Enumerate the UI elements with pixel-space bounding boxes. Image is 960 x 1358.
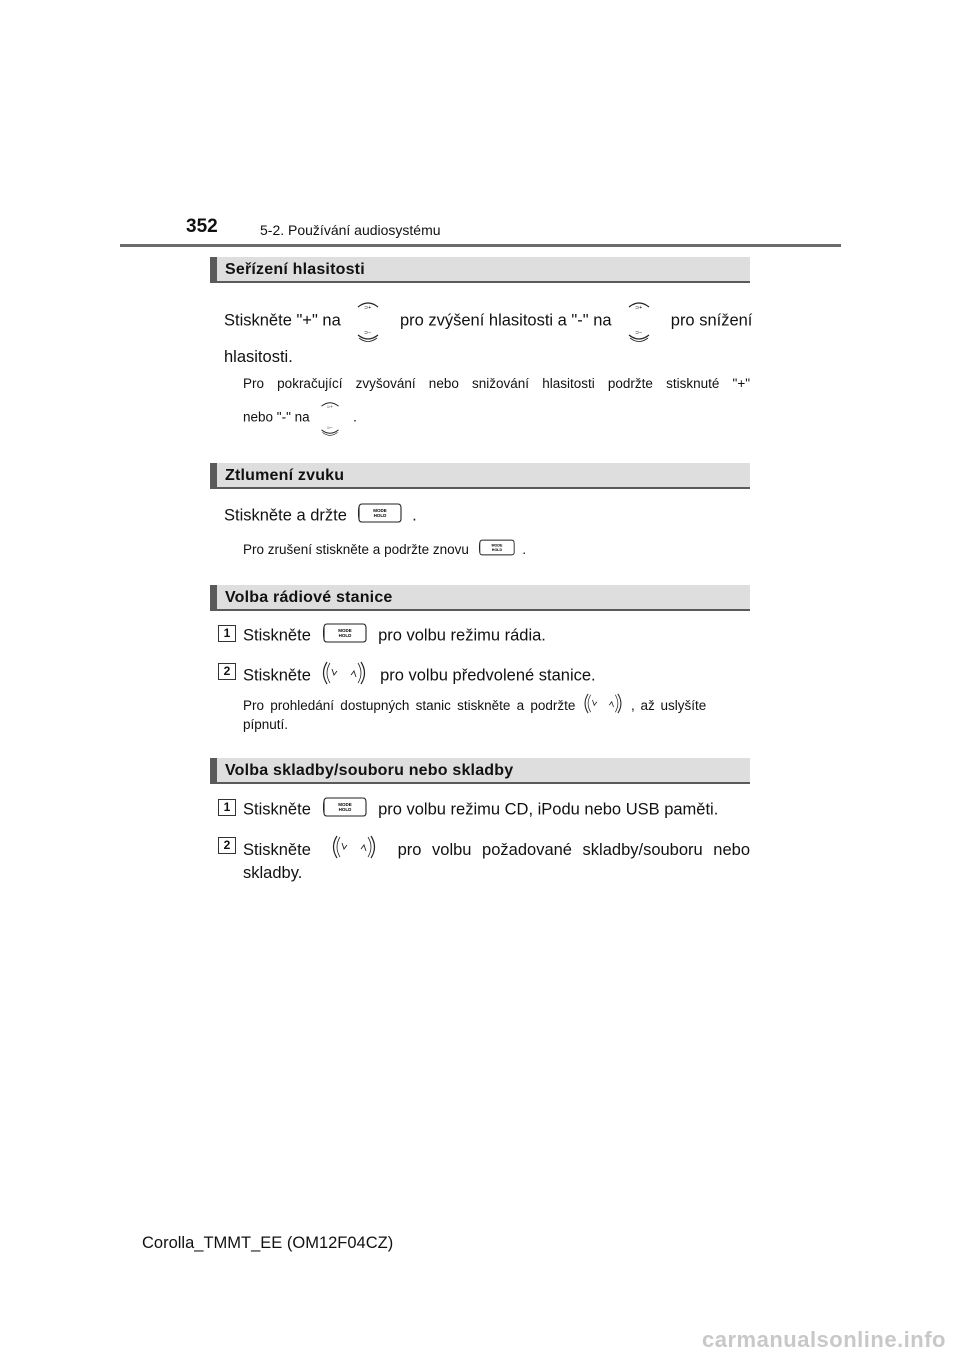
seek-switch-icon bbox=[319, 661, 369, 691]
svg-text:⊃−: ⊃− bbox=[635, 330, 643, 336]
section-heading-volume: Seřízení hlasitosti bbox=[225, 261, 365, 278]
section-bar-radio bbox=[210, 585, 750, 611]
section-bar-volume bbox=[210, 257, 750, 283]
radio-step2-b: pro volbu předvolené stanice. bbox=[380, 666, 596, 685]
volume-switch-icon bbox=[355, 298, 381, 344]
seek-switch-icon-small bbox=[581, 693, 625, 720]
track-step2-line2: skladby. bbox=[243, 864, 303, 882]
page-number: 352 bbox=[186, 216, 218, 237]
step-number-badge: 2 bbox=[218, 663, 236, 680]
track-step1 bbox=[243, 797, 718, 823]
section-title: 5-2. Používání audiosystému bbox=[260, 222, 441, 238]
volume-note-line2 bbox=[243, 398, 357, 438]
mode-button-icon-small bbox=[479, 539, 515, 562]
radio-step2 bbox=[243, 661, 596, 691]
volume-text-line2: hlasitosti. bbox=[224, 348, 293, 366]
volume-switch-icon-small bbox=[319, 398, 341, 438]
mode-icon-label-top: MODE bbox=[491, 543, 503, 548]
track-step1-b: pro volbu režimu CD, iPodu nebo USB paměti. bbox=[378, 800, 719, 819]
volume-text-c: pro snížení bbox=[670, 311, 753, 330]
radio-note-b: , až uslyšíte bbox=[630, 698, 707, 714]
volume-switch-icon-2 bbox=[626, 298, 652, 344]
mode-button-icon bbox=[323, 797, 367, 823]
track-step1-a: Stiskněte bbox=[243, 800, 311, 819]
section-heading-radio: Volba rádiové stanice bbox=[225, 589, 393, 606]
mode-icon-label-bottom: HOLD bbox=[339, 807, 352, 812]
step-number-badge: 2 bbox=[218, 837, 236, 854]
radio-step1-a: Stiskněte bbox=[243, 626, 311, 645]
mute-text-end: . bbox=[412, 506, 417, 525]
mode-icon-label-bottom: HOLD bbox=[339, 633, 352, 638]
radio-note-a: Pro prohledání dostupných stanic stiskněte a podržte bbox=[243, 698, 576, 714]
section-bar-track bbox=[210, 758, 750, 784]
step-number-badge: 1 bbox=[218, 625, 236, 642]
step-number-badge: 1 bbox=[218, 799, 236, 816]
volume-note-end: . bbox=[353, 409, 357, 425]
svg-text:⊃+: ⊃+ bbox=[327, 403, 334, 409]
svg-text:⊃+: ⊃+ bbox=[635, 305, 643, 311]
volume-text-a: Stiskněte "+" na bbox=[224, 311, 341, 330]
mute-text-a: Stiskněte a držte bbox=[224, 506, 347, 525]
svg-text:⊃−: ⊃− bbox=[364, 330, 372, 336]
track-step2-b: pro volbu požadované skladby/souboru nebo bbox=[397, 841, 750, 859]
volume-instruction bbox=[224, 298, 752, 344]
mute-note-end: . bbox=[522, 542, 527, 558]
radio-note-line2: pípnutí. bbox=[243, 717, 289, 732]
radio-step2-a: Stiskněte bbox=[243, 666, 311, 685]
radio-step1-b: pro volbu režimu rádia. bbox=[378, 626, 546, 645]
volume-text-b: pro zvýšení hlasitosti a "-" na bbox=[399, 311, 612, 330]
mute-note bbox=[243, 539, 526, 562]
mode-icon-label-top: MODE bbox=[338, 628, 353, 633]
radio-note-line1 bbox=[243, 693, 750, 720]
radio-step1 bbox=[243, 623, 546, 649]
seek-switch-icon bbox=[329, 835, 379, 865]
mode-button-icon bbox=[323, 623, 367, 649]
track-step2-a: Stiskněte bbox=[243, 841, 311, 859]
mute-note-a: Pro zrušení stiskněte a podržte znovu bbox=[243, 542, 469, 558]
footer-doc-id: Corolla_TMMT_EE (OM12F04CZ) bbox=[142, 1234, 394, 1252]
mode-icon-label-top: MODE bbox=[338, 802, 353, 807]
svg-text:⊃−: ⊃− bbox=[327, 425, 334, 430]
svg-text:⊃+: ⊃+ bbox=[364, 305, 372, 311]
volume-note-line1: Pro pokračující zvyšování nebo snižování hlasitosti podržte stisknuté "+" bbox=[243, 376, 750, 391]
header-rule bbox=[120, 244, 841, 247]
track-step2 bbox=[243, 835, 750, 865]
volume-note-b: nebo "-" na bbox=[243, 409, 310, 425]
mode-icon-label-bottom: HOLD bbox=[373, 513, 386, 518]
mute-instruction bbox=[224, 503, 417, 529]
watermark: carmanualsonline.info bbox=[702, 1327, 946, 1352]
section-bar-mute bbox=[210, 463, 750, 489]
mode-icon-label-bottom: HOLD bbox=[491, 547, 502, 552]
mode-icon-label-top: MODE bbox=[372, 508, 387, 513]
section-heading-track: Volba skladby/souboru nebo skladby bbox=[225, 762, 514, 779]
section-heading-mute: Ztlumení zvuku bbox=[225, 467, 345, 484]
mode-button-icon bbox=[358, 503, 402, 529]
